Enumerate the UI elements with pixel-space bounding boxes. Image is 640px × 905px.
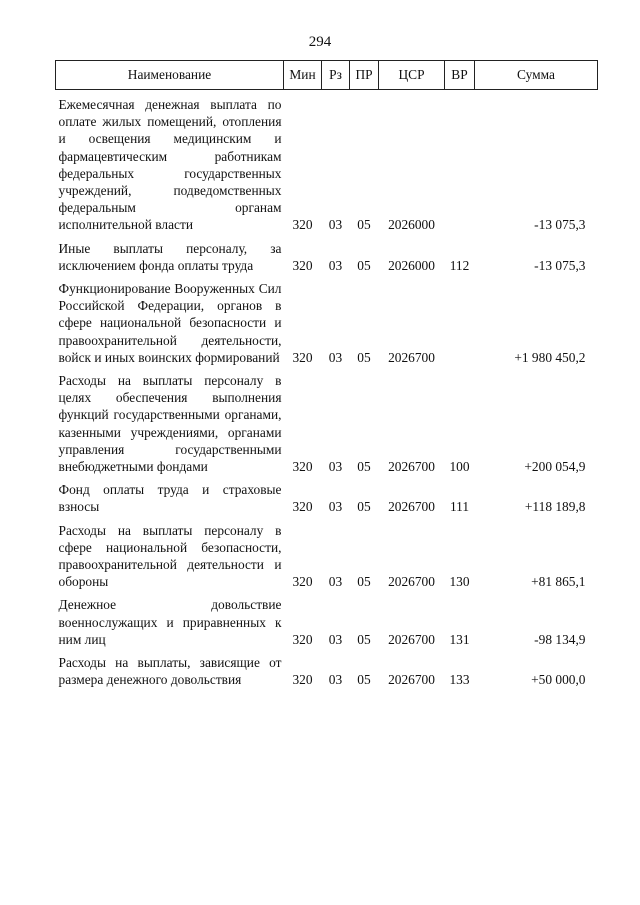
row-min: 320 <box>292 672 313 688</box>
budget-table <box>55 60 598 689</box>
row-min: 320 <box>292 499 313 515</box>
row-csr: 2026700 <box>388 459 435 475</box>
row-min: 320 <box>292 631 313 647</box>
table-header <box>56 61 598 90</box>
row-name: Фонд оплаты труда и страховые взносы <box>58 482 282 515</box>
row-pr: 05 <box>357 257 371 273</box>
column-header-name: Наименование <box>56 61 284 90</box>
row-rz: 03 <box>328 217 343 233</box>
row-rz: 03 <box>328 672 343 688</box>
row-pr: 05 <box>357 672 371 688</box>
row-pr: 05 <box>357 499 371 515</box>
column-header-sum: Сумма <box>475 61 598 90</box>
row-rz: 03 <box>328 574 343 590</box>
row-rz: 03 <box>328 499 343 515</box>
row-csr: 2026700 <box>388 499 435 515</box>
row-min: 320 <box>292 257 313 273</box>
row-csr: 2026700 <box>388 574 435 590</box>
row-rz: 03 <box>328 459 343 475</box>
row-csr: 2026700 <box>388 631 435 647</box>
row-csr: 2026000 <box>388 257 435 273</box>
row-vr: 100 <box>449 459 470 475</box>
row-pr: 05 <box>357 574 371 590</box>
table-row <box>56 475 598 515</box>
row-csr: 2026700 <box>388 672 435 688</box>
row-rz: 03 <box>328 257 343 273</box>
row-sum: -13 075,3 <box>534 257 586 273</box>
row-rz: 03 <box>328 631 343 647</box>
row-sum: -13 075,3 <box>534 217 586 233</box>
table-row <box>56 274 598 366</box>
row-vr <box>445 90 475 234</box>
table-row <box>56 516 598 591</box>
table-row <box>56 648 598 688</box>
column-header-csr: ЦСР <box>379 61 445 90</box>
row-csr: 2026000 <box>388 217 435 233</box>
row-min: 320 <box>292 459 313 475</box>
row-pr: 05 <box>357 459 371 475</box>
row-pr: 05 <box>357 631 371 647</box>
column-header-pr: ПР <box>350 61 379 90</box>
row-vr: 133 <box>449 672 470 688</box>
row-name: Расходы на выплаты, зависящие от размера денежного довольствия <box>58 655 282 688</box>
row-sum: +50 000,0 <box>531 672 586 688</box>
row-sum: -98 134,9 <box>534 631 586 647</box>
row-name: Функционирование Вооруженных Сил Российской Федерации, органов в сфере национальной безопасности и правоохранительной деятельности, войск и иных воинских формирований <box>58 281 282 365</box>
row-rz: 03 <box>328 349 343 365</box>
table-row <box>56 90 598 234</box>
row-name: Иные выплаты персоналу, за исключением фонда оплаты труда <box>58 240 282 273</box>
row-sum: +1 980 450,2 <box>514 349 586 365</box>
row-sum: +81 865,1 <box>531 574 586 590</box>
header-row <box>56 61 598 90</box>
row-min: 320 <box>292 217 313 233</box>
table-row <box>56 234 598 274</box>
row-min: 320 <box>292 574 313 590</box>
row-min: 320 <box>292 349 313 365</box>
row-pr: 05 <box>357 217 371 233</box>
row-vr: 131 <box>449 631 470 647</box>
row-name: Расходы на выплаты персоналу в целях обеспечения выполнения функций государственными органами, казенными учреждениями, органами управления государственными внебюджетными фондами <box>58 373 282 475</box>
row-pr: 05 <box>357 349 371 365</box>
table-body <box>56 90 598 689</box>
row-csr: 2026700 <box>388 349 435 365</box>
row-name: Ежемесячная денежная выплата по оплате жилых помещений, отопления и освещения медицинским и фармацевтическим работникам федеральных государственных учреждений, подведомственных федеральным органам исполнительной власти <box>58 97 282 233</box>
row-name: Денежное довольствие военнослужащих и приравненных к ним лиц <box>58 597 282 647</box>
row-sum: +118 189,8 <box>524 499 586 515</box>
table-row <box>56 366 598 475</box>
column-header-vr: ВР <box>445 61 475 90</box>
column-header-rz: Рз <box>322 61 350 90</box>
row-vr: 130 <box>449 574 470 590</box>
row-vr: 111 <box>449 499 470 515</box>
row-vr <box>445 274 475 366</box>
table-row <box>56 590 598 648</box>
row-name: Расходы на выплаты персоналу в сфере национальной безопасности, правоохранительной деятельности и обороны <box>58 522 282 590</box>
row-vr: 112 <box>449 257 470 273</box>
row-sum: +200 054,9 <box>524 459 586 475</box>
column-header-min: Мин <box>284 61 322 90</box>
page-number: 294 <box>308 34 332 50</box>
